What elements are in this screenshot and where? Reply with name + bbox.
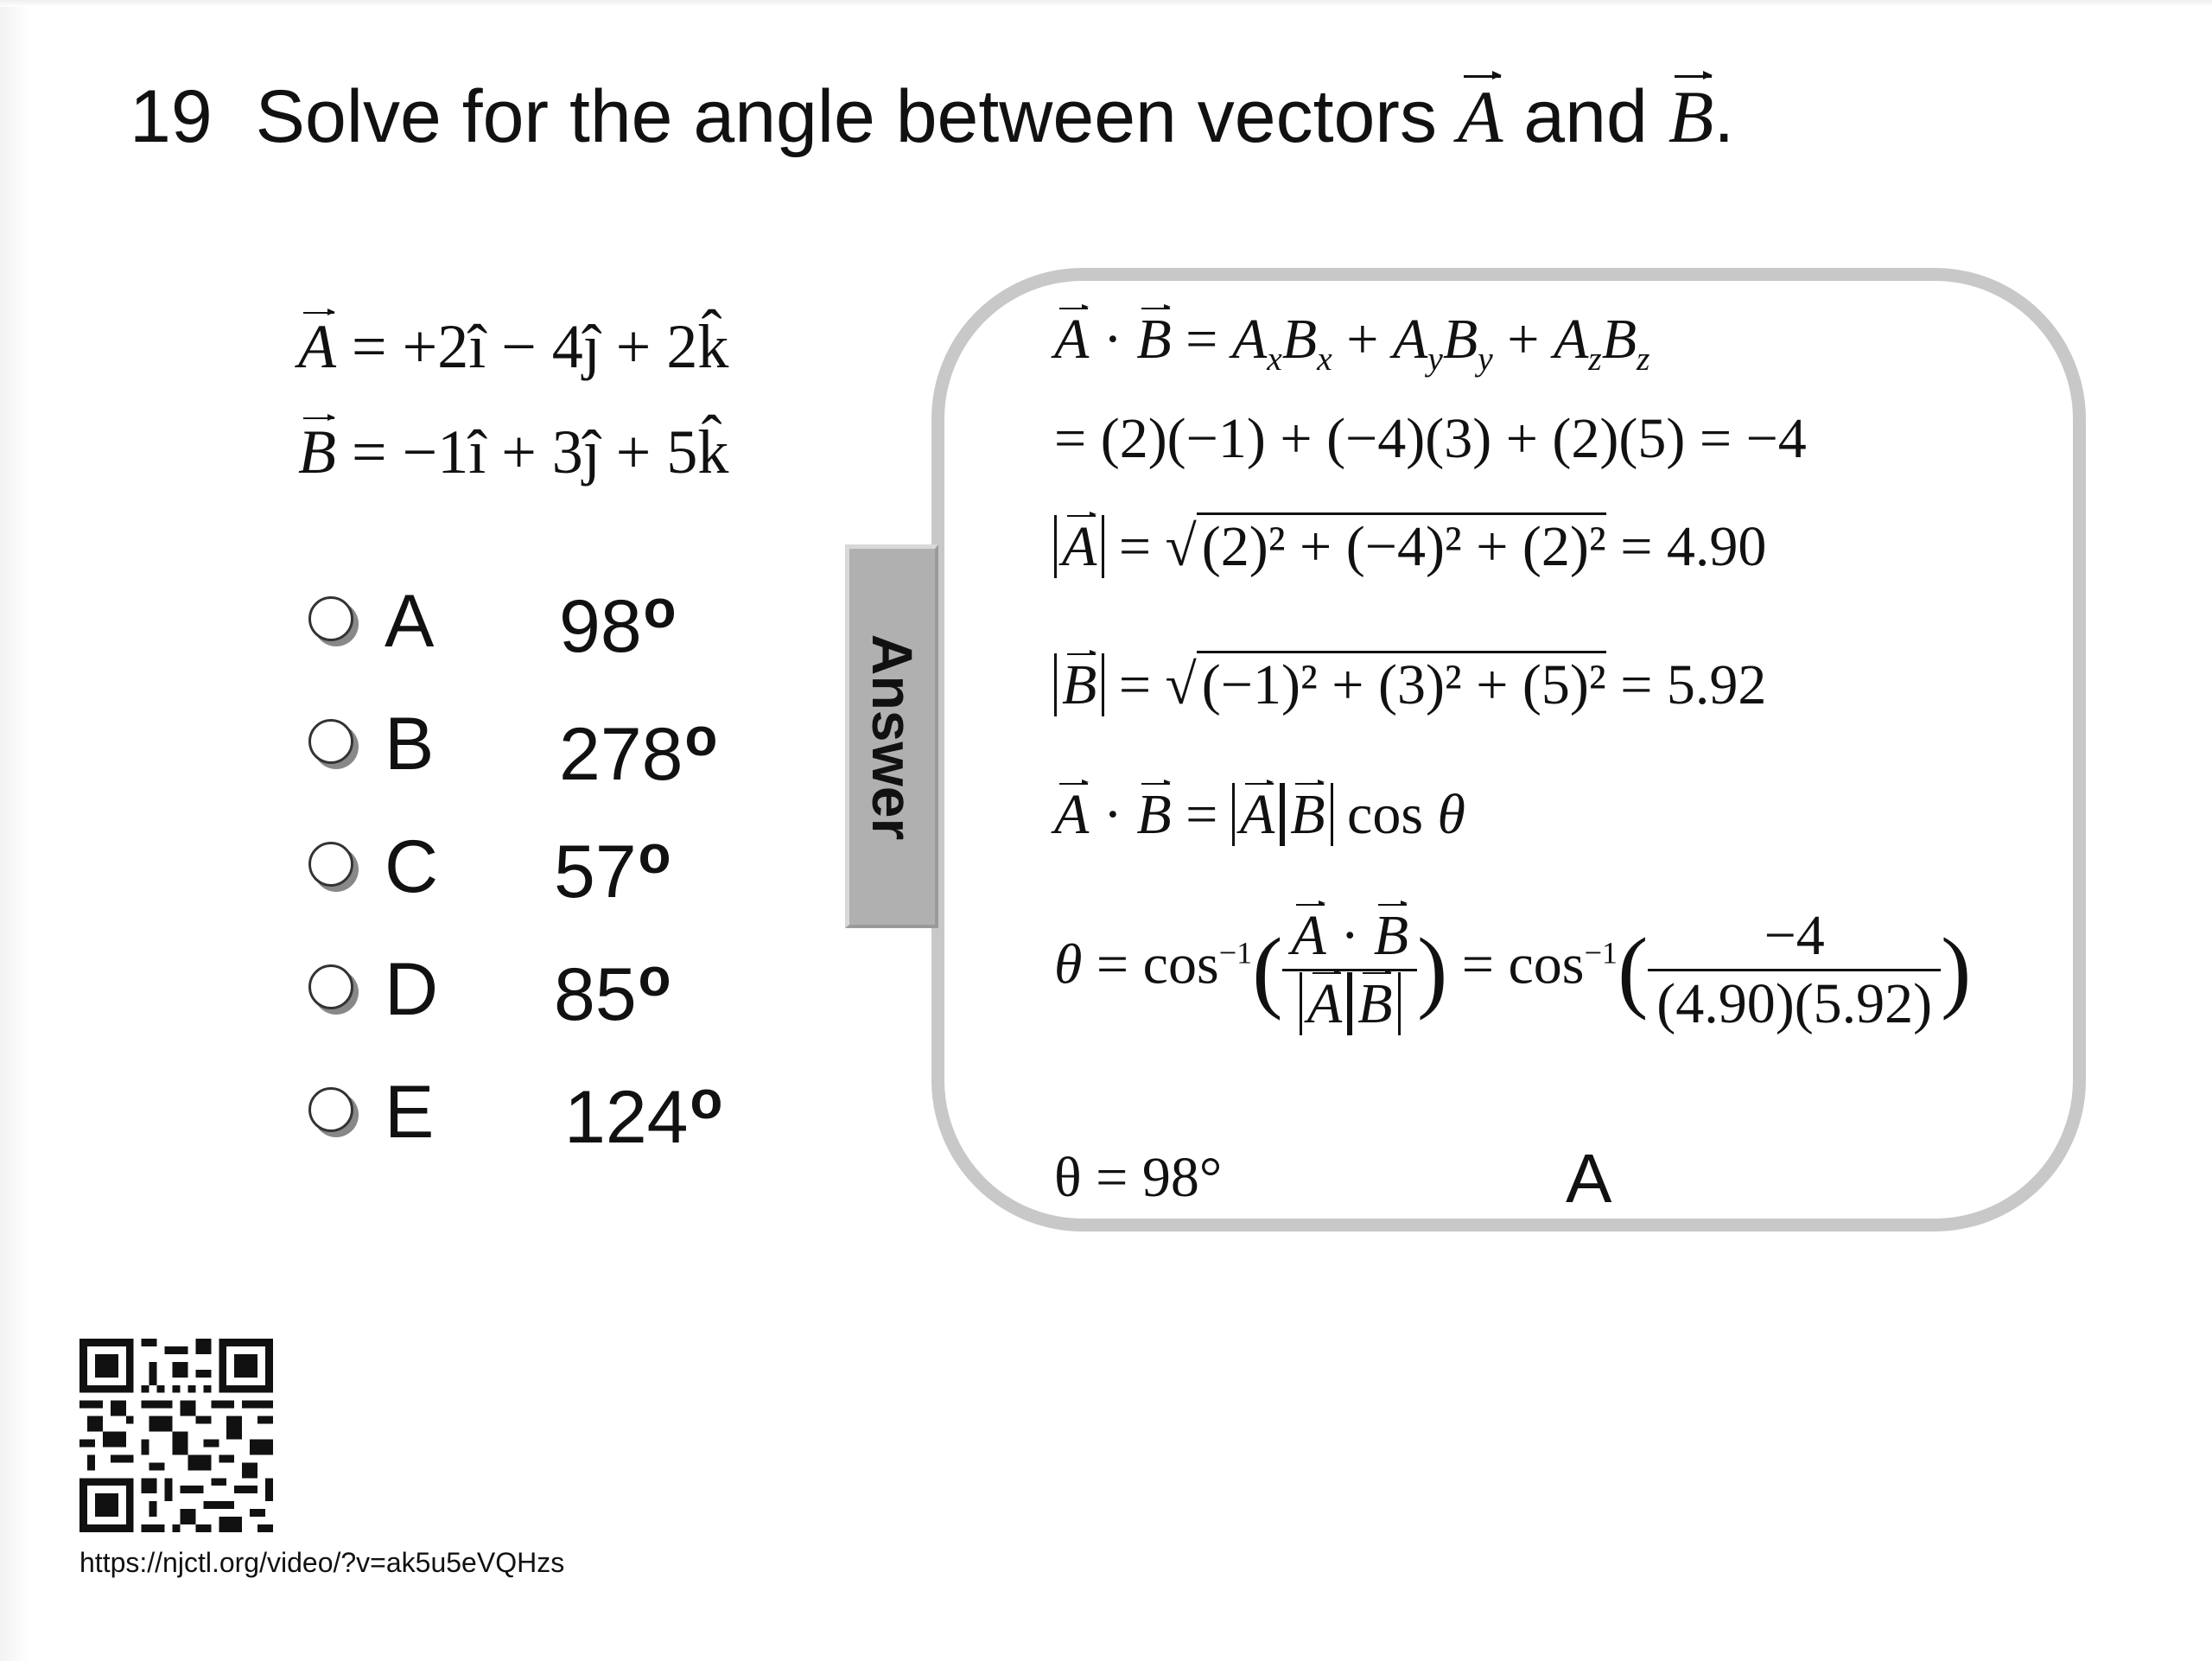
option-letter: A [385, 580, 435, 663]
question-title [130, 73, 1734, 160]
page-top-shadow [0, 0, 2212, 7]
fraction-numerator: −4 [1648, 903, 1941, 971]
dot-product-calculation: = (2)(−1) + (−4)(3) + (2)(5) = −4 [1054, 407, 1807, 470]
magnitude-a: A = √(2)² + (−4)² + (2)² = 4.90 [1054, 514, 1766, 580]
option-d[interactable] [308, 947, 827, 1070]
radio-button-d[interactable] [308, 964, 353, 1009]
radio-button-c[interactable] [308, 842, 353, 887]
given-a-expression: = +2î − 4ĵ + 2k̂ [351, 312, 729, 381]
given-a-symbol: A [298, 312, 336, 381]
option-a[interactable] [308, 579, 827, 702]
radio-button-b[interactable] [308, 719, 353, 764]
fraction-denominator: (4.90)(5.92) [1656, 972, 1933, 1035]
given-b-expression: = −1î + 3ĵ + 5k̂ [351, 417, 729, 487]
magnitude-b: B = √(−1)² + (3)² + (5)² = 5.92 [1054, 652, 1766, 718]
option-value: 278$^o$ [559, 708, 718, 796]
option-letter: E [385, 1071, 435, 1154]
radio-button-e[interactable] [308, 1087, 353, 1132]
theta-formula: $\theta = \cos^{-1}$( $\frac{A \cdot B}{\text{A B}}$ ) = $\cos^{-1}$( $\frac{-4}{(4.90)(5.92)}$ ) [1054, 904, 1972, 1035]
question-number: 19 [130, 75, 213, 158]
option-value: 98$^o$ [559, 580, 677, 668]
given-vector-b [298, 417, 728, 488]
vector-b-symbol: B [1668, 75, 1714, 158]
answer-tab-label: Answer [860, 633, 925, 840]
option-value: 85$^o$ [554, 948, 671, 1036]
answer-options [308, 579, 827, 1193]
magnitude-a-value: = 4.90 [1620, 515, 1767, 578]
video-link[interactable]: https://njctl.org/video/?v=ak5u5eVQHzs [79, 1547, 565, 1578]
dot-product-angle-formula: A · B = A B cos θ [1054, 783, 1465, 846]
option-c[interactable] [308, 824, 827, 947]
option-e[interactable] [308, 1070, 827, 1193]
theta-result: θ = 98° [1054, 1146, 1223, 1209]
magnitude-a-radicand: (2)² + (−4)² + (2)² [1197, 512, 1606, 578]
given-vector-a [298, 311, 728, 383]
correct-answer-letter: A [1566, 1140, 1612, 1217]
dot-product-definition: $A \cdot B = A_xB_x + A_yB_y + A_zB_z$ [1054, 308, 1650, 379]
question-period: . [1713, 75, 1735, 158]
option-letter: C [385, 825, 439, 908]
option-value: 57$^o$ [554, 825, 671, 913]
vector-a-symbol: A [1457, 75, 1503, 158]
qr-code-icon [79, 1338, 273, 1533]
option-b[interactable] [308, 702, 827, 824]
question-connector: and [1523, 75, 1648, 158]
given-b-symbol: B [298, 417, 336, 487]
magnitude-b-value: = 5.92 [1620, 653, 1767, 716]
option-letter: D [385, 948, 439, 1031]
radio-button-a[interactable] [308, 596, 353, 641]
magnitude-b-radicand: (−1)² + (3)² + (5)² [1197, 651, 1606, 716]
question-text: Solve for the angle between vectors [255, 75, 1437, 158]
page-left-shadow [0, 0, 29, 1661]
option-value: 124$^o$ [564, 1071, 723, 1159]
answer-tab[interactable] [845, 544, 938, 928]
option-letter: B [385, 703, 435, 786]
